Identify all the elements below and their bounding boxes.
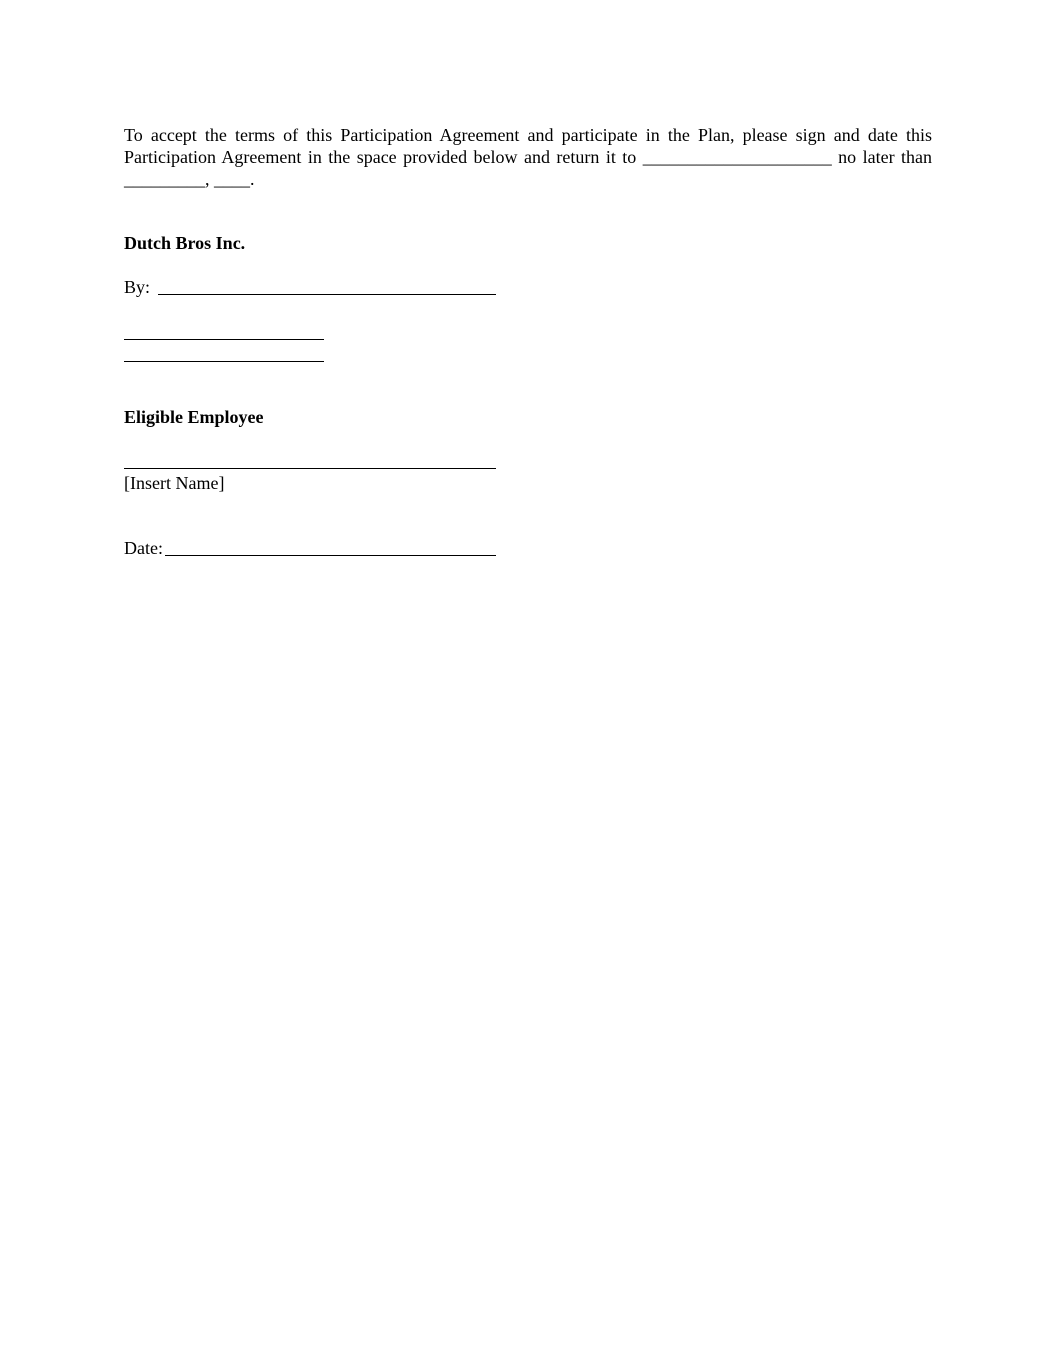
acceptance-paragraph: To accept the terms of this Participation Agreement and participate in the Plan, please sign and date this Participation Agreement in the space provided below and return it to _____________________ no later than _________, ____. — [124, 125, 932, 189]
employee-heading: Eligible Employee — [124, 407, 264, 427]
company-by-label: By: — [124, 277, 151, 297]
employee-name-placeholder: [Insert Name] — [124, 473, 225, 493]
company-heading: Dutch Bros Inc. — [124, 233, 246, 253]
employee-date-line — [165, 555, 496, 556]
company-signature-line — [158, 294, 496, 295]
company-signer-name-line — [124, 339, 324, 340]
company-signer-title-line — [124, 361, 324, 362]
employee-date-label: Date: — [124, 538, 163, 558]
employee-signature-line — [124, 468, 496, 469]
